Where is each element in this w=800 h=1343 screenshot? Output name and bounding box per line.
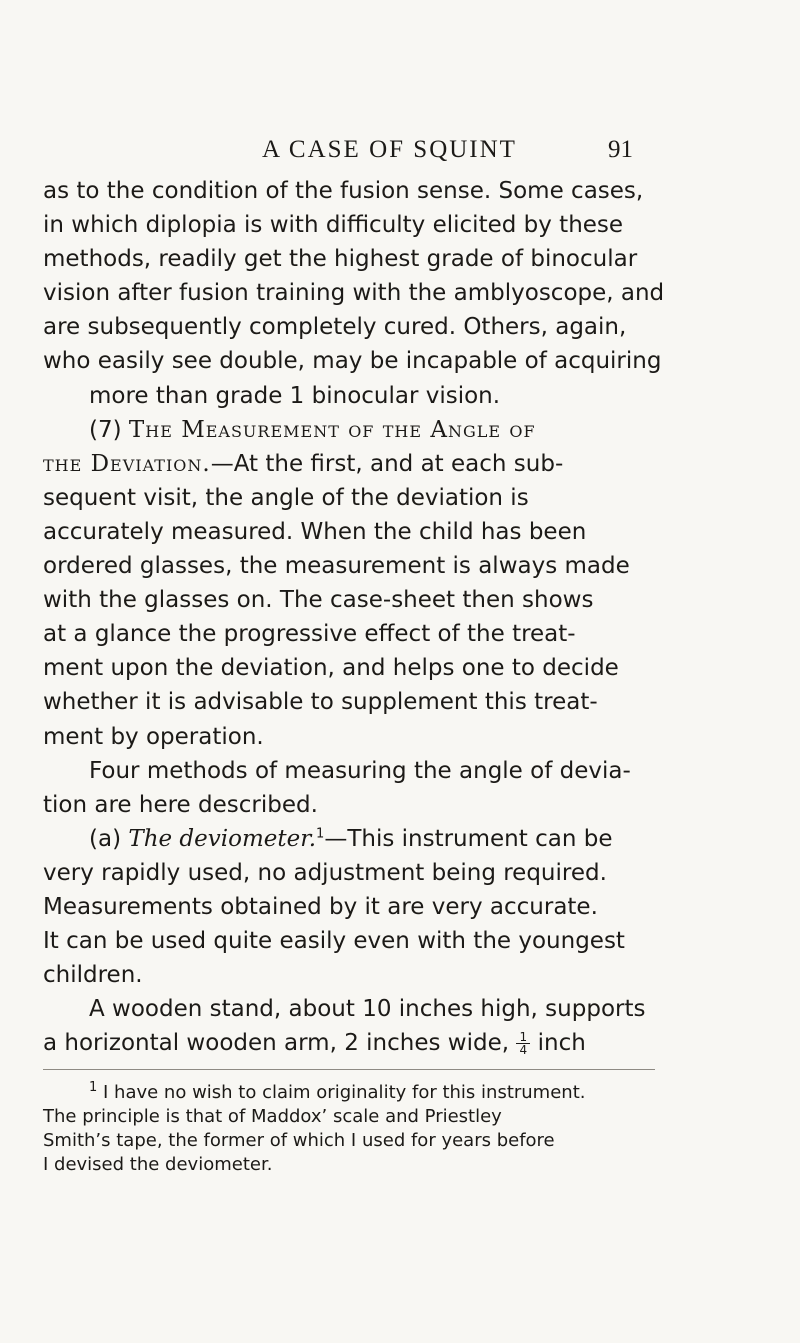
running-header — [0, 136, 800, 170]
text-line: are subsequently completely cured. Others, again, — [43, 314, 627, 341]
text-line: in which diplopia is with difficulty elicited by these — [43, 212, 624, 239]
text-line: ment by operation. — [43, 723, 264, 750]
footnote-first-line-text: I have no wish to claim originality for this instrument. — [103, 1082, 586, 1103]
section-first-line-text: —At the first, and at each sub- — [210, 450, 564, 477]
page-number: 91 — [608, 136, 633, 163]
text-line: more than grade 1 binocular vision. — [89, 382, 501, 409]
fraction-line-start: a horizontal wooden arm, 2 inches wide, — [43, 1030, 510, 1057]
section-number: (7) — [89, 416, 122, 443]
text-line: whether it is advisable to supplement this treat- — [43, 689, 598, 716]
text-line: Measurements obtained by it are very accurate. — [43, 893, 598, 920]
section-title: The Measurement of the Angle of — [128, 416, 536, 443]
footnote-mark: 1 — [89, 1080, 98, 1095]
text-line: at a glance the progressive effect of the treat- — [43, 621, 576, 648]
text-line: with the glasses on. The case-sheet then shows — [43, 587, 594, 614]
footnote — [43, 1081, 655, 1177]
text-line: ordered glasses, the measurement is always made — [43, 553, 630, 580]
text-line: children. — [43, 962, 143, 989]
subsection-label: (a) — [89, 825, 122, 852]
fraction-numerator: 1 — [516, 1031, 530, 1044]
fraction-denominator: 4 — [519, 1043, 528, 1058]
quarter-fraction — [516, 1031, 530, 1056]
text-line: as to the condition of the fusion sense. Some cases, — [43, 178, 644, 204]
footnote-divider — [43, 1069, 655, 1070]
fraction-line-end: inch — [537, 1030, 586, 1057]
subsection-title: The deviometer. — [128, 825, 317, 852]
text-line: very rapidly used, no adjustment being required. — [43, 859, 607, 886]
footnote-line: I devised the deviometer. — [43, 1154, 273, 1175]
footnote-line: Smith’s tape, the former of which I used for years before — [43, 1130, 555, 1151]
text-line: who easily see double, may be incapable of acquiring — [43, 348, 662, 375]
text-line: A wooden stand, about 10 inches high, supports — [89, 996, 646, 1023]
footnote-first-line — [43, 1081, 655, 1105]
fraction-line — [43, 1026, 655, 1060]
text-line: It can be used quite easily even with the youngest — [43, 928, 625, 955]
running-title: A CASE OF SQUINT — [262, 136, 517, 163]
section-title-continuation: the Deviation. — [43, 450, 211, 477]
text-line: sequent visit, the angle of the deviation is — [43, 484, 529, 511]
text-line: ment upon the deviation, and helps one to decide — [43, 655, 619, 682]
footnote-line: The principle is that of Maddox’ scale and Priestley — [43, 1106, 502, 1127]
methods-intro-line: Four methods of measuring the angle of devia- — [89, 757, 631, 784]
subsection-first-line-text: —This instrument can be — [324, 825, 613, 852]
text-line: vision after fusion training with the amblyoscope, and — [43, 280, 665, 307]
text-line: methods, readily get the highest grade of binocular — [43, 246, 638, 273]
section-heading-continuation — [43, 447, 655, 481]
main-text — [43, 174, 665, 1060]
text-line: accurately measured. When the child has been — [43, 518, 587, 545]
subsection-heading-line — [43, 822, 655, 856]
section-heading-line — [43, 413, 655, 447]
footnote-reference: 1 — [316, 826, 325, 842]
methods-intro-line: tion are here described. — [43, 791, 318, 818]
